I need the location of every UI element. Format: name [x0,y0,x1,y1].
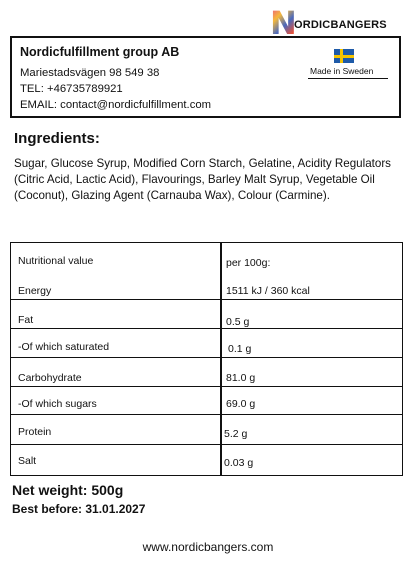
protein-value: 5.2 g [224,428,248,440]
saturated-label: -Of which saturated [18,341,110,353]
company-phone: TEL: +46735789921 [20,83,123,95]
website-link[interactable]: www.nordicbangers.com [142,540,274,554]
table-header-row [11,243,402,296]
ingredients-text: Sugar, Glucose Syrup, Modified Corn Starch, Gelatine, Acidity Regulators (Citric Acid, Lactic Acid), Flavourings, Barley Malt Syrup, Vegetable Oil (Coconut), Glazing Agent (Carnauba Wax), Colour (Carmine). [14,157,391,202]
sugars-label: -Of which sugars [18,398,97,410]
header-label: Nutritional value [18,255,94,267]
logo-text: ORDICBANGERS [294,19,387,31]
table-row [11,387,402,415]
company-name: Nordicfulfillment group AB [20,45,180,59]
made-in-underline [308,78,388,79]
fat-value: 0.5 g [226,316,250,328]
saturated-value: 0.1 g [228,343,252,355]
net-weight: Net weight: 500g [12,482,124,498]
best-before-date: Best before: 31.01.2027 [12,502,146,516]
made-in-label: Made in Sweden [310,66,374,76]
salt-label: Salt [18,455,37,467]
nutrition-table [10,242,403,476]
ingredients-title: Ingredients: [14,130,100,147]
energy-label: Energy [18,285,52,297]
protein-label: Protein [18,426,52,438]
nordicbangers-logo [270,4,387,42]
table-row [11,329,402,358]
logo-initial: N [270,4,297,42]
table-row [11,300,402,329]
carbohydrate-label: Carbohydrate [18,372,82,384]
carbohydrate-value: 81.0 g [226,372,256,384]
sugars-value: 69.0 g [226,398,256,410]
energy-value: 1511 kJ / 360 kcal [226,285,310,297]
table-row [11,358,402,387]
table-row [11,445,402,475]
sweden-flag-icon [334,49,354,63]
header-value: per 100g: [226,257,271,269]
company-email: EMAIL: contact@nordicfulfillment.com [20,99,212,111]
table-row [11,415,402,445]
fat-label: Fat [18,314,34,326]
salt-value: 0.03 g [224,457,254,469]
company-address: Mariestadsvägen 98 549 38 [20,67,160,79]
